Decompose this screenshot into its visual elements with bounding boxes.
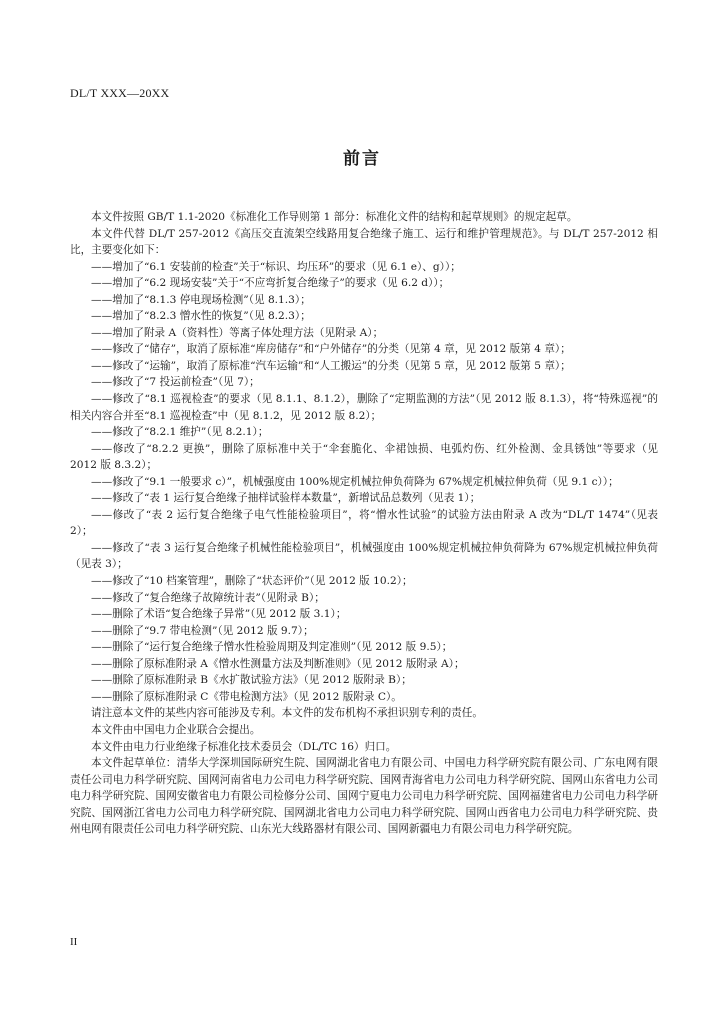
document-body (70, 209, 658, 838)
paragraph: 本文件代替 DL/T 257-2012《高压交直流架空线路用复合绝缘子施工、运行和维护管理规范》。与 DL/T 257-2012 相比，主要变化如下： (70, 227, 658, 257)
technical-committee-statement: 本文件由电力行业绝缘子标准化技术委员会（DL/TC 16）归口。 (91, 740, 397, 753)
proposer-statement: 本文件由中国电力企业联合会提出。 (91, 723, 261, 736)
drafting-units: 本文件起草单位：清华大学深圳国际研究生院、国网湖北省电力有限公司、中国电力科学研究院有限公司、广东电网有限责任公司电力科学研究院、国网河南省电力公司电力科学研究院、国网青海省电力公司电力科学研究院、国网山东省电力公司电力科学研究院、国网安徽省电力有限公司检修分公司、国网宁夏电力公司电力科学研究院、国网福建省电力公司电力科学研究院、国网浙江省电力公司电力科学研究院、国网湖北省电力公司电力科学研究院、国网山西省电力公司电力科学研究院、贵州电网有限责任公司电力科学研究院、山东光大线路器材有限公司、国网新疆电力有限公司电力科学研究院。 (70, 757, 658, 836)
change-item: ——删除了“9.7 带电检测”（见 2012 版 9.7）； (91, 624, 314, 637)
change-item: ——增加了“6.2 现场安装”关于“不应弯折复合绝缘子”的要求（见 6.2 d））； (91, 277, 450, 290)
change-item: ——删除了原标准附录 A《憎水性测量方法及判断准则》（见 2012 版附录 A）； (91, 657, 465, 670)
page-number: II (70, 936, 78, 948)
change-item: ——修改了“9.1 一般要求 c）”，机械强度由 100%规定机械拉伸负荷降为 67%规定机械拉伸负荷（见 9.1 c））； (91, 475, 619, 488)
change-item: ——修改了“储存”，取消了原标准“库房储存”和“户外储存”的分类（见第 4 章，见 2012 版第 4 章）； (91, 343, 571, 356)
change-item: ——修改了“8.1 巡视检查”的要求（见 8.1.1、8.1.2），删除了“定期监测的方法”（见 2012 版 8.1.3），将“特殊巡视”的相关内容合并至“8.1 巡视检查”中（见 8.1.2，见 2012 版 8.2）； (70, 393, 658, 422)
change-item: ——删除了术语“复合绝缘子异常”（见 2012 版 3.1）； (91, 608, 347, 621)
change-item: ——修改了“表 1 运行复合绝缘子抽样试验样本数量”，新增试品总数列（见表 1）； (91, 492, 481, 505)
change-item: ——增加了“6.1 安装前的检查”关于“标识、均压环”的要求（见 6.1 e）、g））； (91, 260, 461, 273)
change-item: ——修改了“表 2 运行复合绝缘子电气性能检验项目”，将“憎水性试验”的试验方法由附录 A 改为“DL/T 1474”（见表 2）； (70, 508, 658, 538)
change-item: ——修改了“8.2.2 更换”，删除了原标准中关于“伞套脆化、伞裙蚀损、电弧灼伤、红外检测、金具锈蚀”等要求（见 2012 版 8.3.2）； (70, 442, 658, 472)
change-item: ——修改了“7 投运前检查”（见 7）； (91, 376, 260, 389)
change-item: ——增加了附录 A（资料性）等离子体处理方法（见附录 A）； (91, 326, 384, 339)
change-item: ——增加了“8.1.3 停电现场检测”（见 8.1.3）； (91, 293, 311, 306)
change-item: ——删除了原标准附录 B《水扩散试验方法》（见 2012 版附录 B）； (91, 674, 412, 687)
page-title: 前言 (343, 149, 381, 169)
paragraph: 本文件按照 GB/T 1.1-2020《标准化工作导则第 1 部分：标准化文件的结构和起草规则》的规定起草。 (91, 211, 578, 223)
standard-code-header: DL/T XXX—20XX (70, 86, 170, 100)
change-item: ——删除了原标准附录 C《带电检测方法》（见 2012 版附录 C）。 (91, 690, 402, 703)
change-item: ——修改了“10 档案管理”，删除了“状态评价”（见 2012 版 10.2）； (91, 575, 413, 588)
change-item: ——修改了“8.2.1 维护”（见 8.2.1）； (91, 426, 269, 439)
patent-notice: 请注意本文件的某些内容可能涉及专利。本文件的发布机构不承担识别专利的责任。 (91, 707, 483, 720)
change-item: ——删除了“运行复合绝缘子憎水性检验周期及判定准则”（见 2012 版 9.5）； (91, 641, 453, 654)
change-item: ——修改了“运输”，取消了原标准“汽车运输”和“人工搬运”的分类（见第 5 章，见 2012 版第 5 章）； (91, 359, 571, 372)
change-item: ——修改了“复合绝缘子故障统计表”（见附录 B）； (91, 591, 325, 604)
change-item: ——修改了“表 3 运行复合绝缘子机械性能检验项目”，机械强度由 100%规定机械拉伸负荷降为 67%规定机械拉伸负荷（见表 3）； (70, 541, 658, 571)
change-item: ——增加了“8.2.3 憎水性的恢复”（见 8.2.3）； (91, 310, 311, 323)
